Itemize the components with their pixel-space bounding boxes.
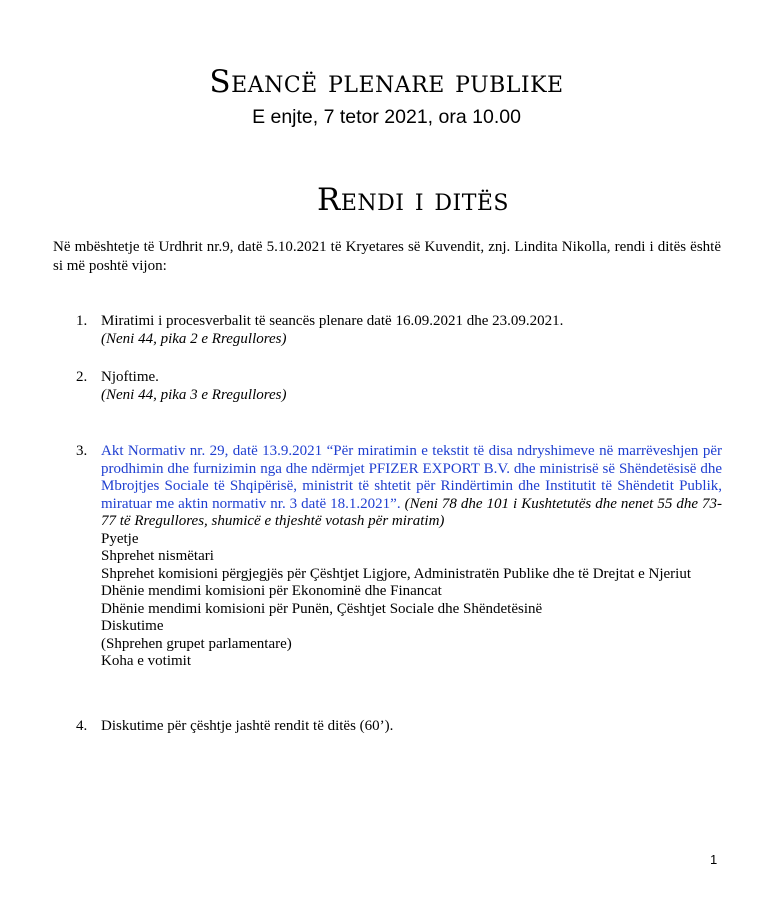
agenda-item-3: [71, 443, 722, 671]
agenda-step: Diskutime: [101, 618, 164, 634]
intro-paragraph: Në mbështetje të Urdhrit nr.9, datë 5.10.2021 të Kryetares së Kuvendit, znj. Lindita Nikolla, rendi i ditës është si më poshtë vijon:: [53, 239, 721, 274]
agenda-step: (Shprehen grupet parlamentare): [101, 635, 292, 652]
agenda-item-steps: [101, 531, 722, 671]
agenda-item-number: 1.: [76, 313, 88, 329]
agenda-step: Shprehet komisioni përgjegjës për Çështjet Ligjore, Administratën Publike dhe të Drejtat e Njeriut: [101, 565, 692, 582]
session-date: E enjte, 7 tetor 2021, ora 10.00: [252, 106, 521, 128]
agenda-step: Koha e votimit: [101, 653, 191, 669]
agenda-item-text: Njoftime.: [101, 369, 159, 385]
agenda-item-note: (Neni 44, pika 3 e Rregullores): [101, 386, 287, 403]
agenda-heading: Rendi i ditës: [316, 182, 509, 218]
agenda-item-2: [71, 369, 722, 404]
agenda-item-paragraph: [101, 443, 722, 531]
agenda-item-number: 2.: [76, 369, 88, 385]
agenda-step: Pyetje: [101, 530, 139, 547]
agenda-item-4: [71, 718, 722, 736]
agenda-item-number: 3.: [76, 443, 88, 459]
agenda-item-text: Akt Normativ nr. 29, datë 13.9.2021 “Për miratimin e tekstit të disa ndryshimeve në marrëveshjen për prodhimin dhe furnizimin nga dhe ndërmjet PFIZER EXPORT B.V. dhe ministrisë së Shëndetësisë dhe Mbrojtjes Sociale të Shqipërisë, ministrit të shtetit për Rindërtimin dhe Institutit të Shëndetit Publik, miratuar me aktin normativ nr. 3 datë 18.1.2021”.: [101, 443, 722, 512]
agenda-item-text: Miratimi i procesverbalit të seancës plenare datë 16.09.2021 dhe 23.09.2021.: [101, 313, 564, 329]
agenda-item-note: (Neni 44, pika 2 e Rregullores): [101, 330, 287, 347]
agenda-item-1: [71, 313, 722, 348]
agenda-step: Shprehet nismëtari: [101, 548, 214, 564]
agenda-step: Dhënie mendimi komisioni për Ekonominë dhe Financat: [101, 583, 442, 599]
agenda-item-text: Diskutime për çështje jashtë rendit të ditës (60’).: [101, 718, 394, 734]
page-number: 1: [710, 852, 718, 867]
agenda-item-note: (Neni 78 dhe 101 i Kushtetutës dhe nenet 55 dhe 73-77 të Rregullores, shumicë e thjeshtë votash për miratim): [101, 495, 722, 529]
agenda-step: Dhënie mendimi komisioni për Punën, Çështjet Sociale dhe Shëndetësinë: [101, 600, 543, 617]
page-title: Seancë plenare publike: [209, 64, 564, 100]
agenda-item-number: 4.: [76, 718, 88, 734]
